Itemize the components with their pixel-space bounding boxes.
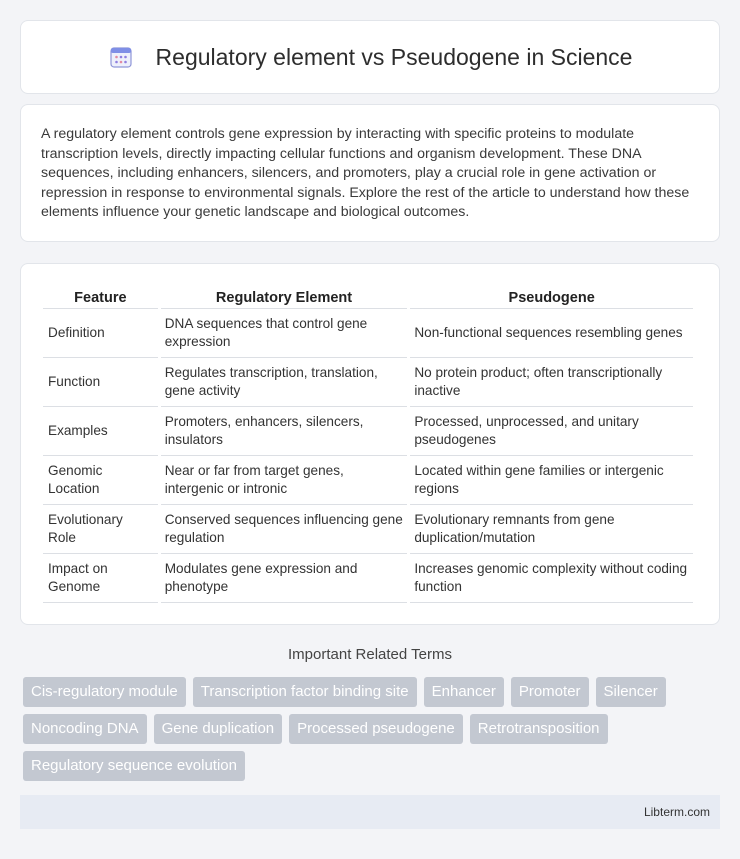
regulatory-element-cell: Conserved sequences influencing gene regulation [161,505,408,554]
title-card [20,20,720,94]
pseudogene-cell: Located within gene families or intergenic regions [410,456,693,505]
column-header-pseudogene: Pseudogene [410,284,693,309]
column-header-feature: Feature [43,284,158,309]
related-term-tag[interactable]: Processed pseudogene [289,714,463,744]
feature-cell: Examples [43,407,158,456]
regulatory-element-cell: Regulates transcription, translation, gene activity [161,358,408,407]
comparison-table [40,284,696,603]
related-term-tag[interactable]: Retrotransposition [470,714,608,744]
table-row [43,456,693,505]
related-term-tag[interactable]: Silencer [596,677,666,707]
pseudogene-cell: Processed, unprocessed, and unitary pseudogenes [410,407,693,456]
related-term-tag[interactable]: Regulatory sequence evolution [23,751,245,781]
related-terms-title: Important Related Terms [288,646,452,663]
feature-cell: Definition [43,309,158,358]
regulatory-element-cell: DNA sequences that control gene expression [161,309,408,358]
page-title: Regulatory element vs Pseudogene in Science [155,43,633,70]
footer-brand-link[interactable]: Libterm.com [643,805,710,819]
related-terms-list [23,677,723,788]
feature-cell: Impact on Genome [43,554,158,603]
regulatory-element-cell: Promoters, enhancers, silencers, insulators [161,407,408,456]
table-row [43,505,693,554]
related-term-tag[interactable]: Transcription factor binding site [193,677,417,707]
footer [20,795,720,829]
intro-card [20,104,720,242]
feature-cell: Function [43,358,158,407]
related-term-tag[interactable]: Cis-regulatory module [23,677,186,707]
column-header-regulatory-element: Regulatory Element [161,284,408,309]
regulatory-element-cell: Near or far from target genes, intergenic or intronic [161,456,408,505]
related-term-tag[interactable]: Promoter [511,677,589,707]
regulatory-element-cell: Modulates gene expression and phenotype [161,554,408,603]
table-row [43,309,693,358]
related-term-tag[interactable]: Enhancer [424,677,504,707]
intro-paragraph: A regulatory element controls gene expression by interacting with specific proteins to modulate transcription levels, directly impacting cellular functions and organism development. These DNA sequences, including enhancers, silencers, and promoters, play a crucial role in gene activation or repression in response to environmental signals. Explore the rest of the article to understand how these elements influence your genetic landscape and biological outcomes. [41,126,690,221]
pseudogene-cell: Non-functional sequences resembling genes [410,309,693,358]
table-row [43,358,693,407]
pseudogene-cell: Increases genomic complexity without coding function [410,554,693,603]
table-row [43,407,693,456]
pseudogene-cell: Evolutionary remnants from gene duplication/mutation [410,505,693,554]
feature-cell: Evolutionary Role [43,505,158,554]
feature-cell: Genomic Location [43,456,158,505]
related-term-tag[interactable]: Gene duplication [154,714,283,744]
table-row [43,554,693,603]
calendar-icon [108,44,134,70]
pseudogene-cell: No protein product; often transcriptionally inactive [410,358,693,407]
comparison-card [20,263,720,625]
table-header-row [43,284,693,309]
related-term-tag[interactable]: Noncoding DNA [23,714,147,744]
